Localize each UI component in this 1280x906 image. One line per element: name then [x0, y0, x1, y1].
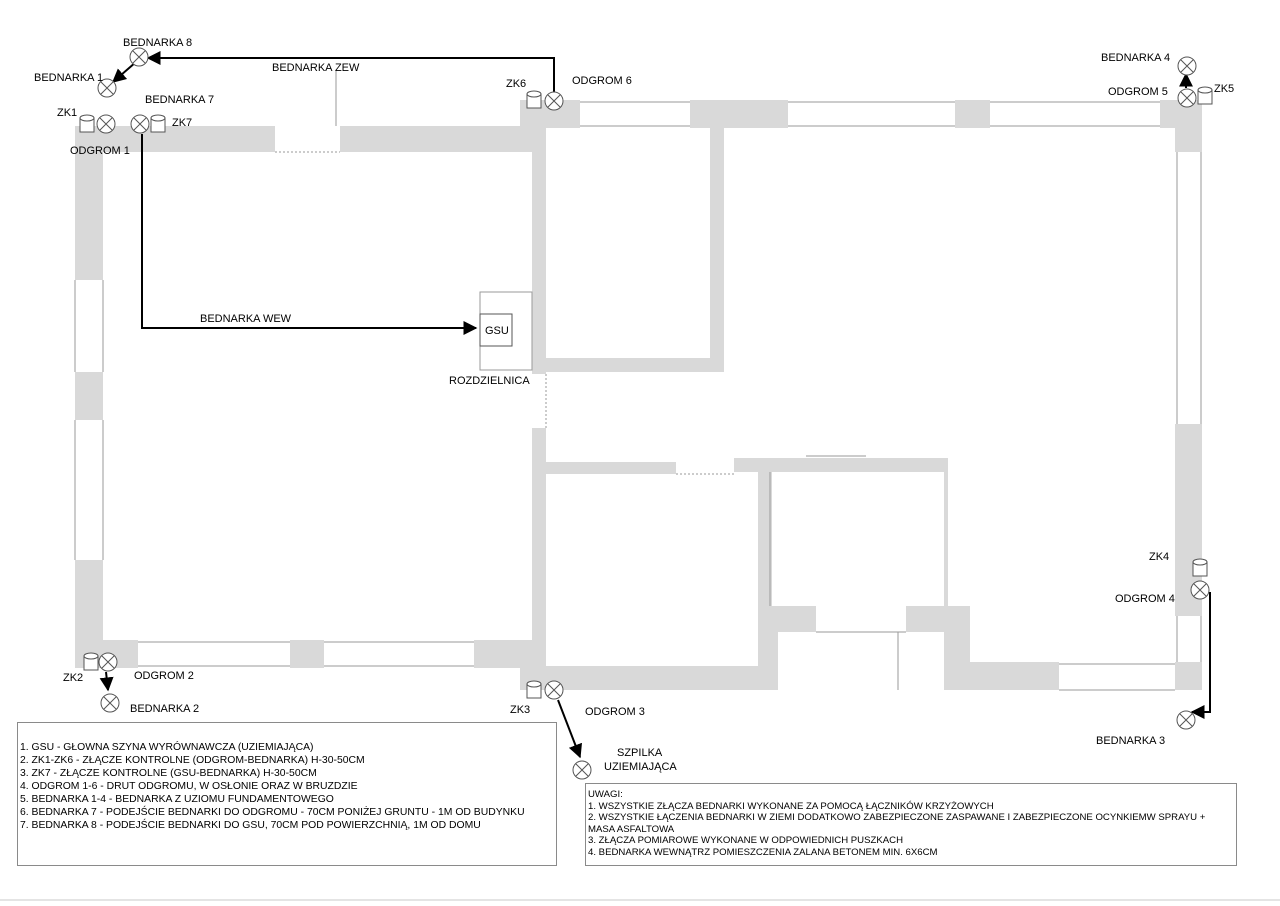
notes-item: 3. ZŁĄCZA POMIAROWE WYKONANE W ODPOWIEDNICH PUSZKACH — [588, 835, 904, 847]
wall — [290, 640, 324, 668]
label-zk2: ZK2 — [63, 672, 84, 684]
label-odgrom-3: ODGROM 3 — [585, 706, 645, 718]
label-odgrom-1: ODGROM 1 — [70, 145, 130, 157]
circle-x-icon — [97, 115, 115, 133]
legend-item: 4. ODGROM 1-6 - DRUT ODGROMU, W OSŁONIE ORAZ W BRUZDZIE — [20, 781, 358, 792]
wall — [75, 372, 103, 420]
legend-item: 3. ZK7 - ZŁĄCZE KONTROLNE (GSU-BEDNARKA) H-30-50CM — [20, 768, 317, 779]
wall — [532, 126, 546, 374]
label-zk6: ZK6 — [506, 78, 527, 90]
cylinder-icon — [84, 653, 98, 670]
szpilka-line — [558, 700, 580, 757]
circle-x-icon — [131, 115, 149, 133]
circle-x-icon — [1178, 57, 1196, 75]
wall — [340, 126, 546, 152]
circle-x-icon — [1177, 711, 1195, 729]
label-odgrom-6: ODGROM 6 — [572, 75, 632, 87]
notes-title: UWAGI: — [588, 789, 623, 800]
circle-x-icon — [101, 694, 119, 712]
label-szpilka-line1: SZPILKA — [617, 747, 663, 759]
cylinder-icon — [1198, 87, 1212, 104]
cylinder-icon — [1193, 559, 1207, 576]
label-bednarka-3: BEDNARKA 3 — [1096, 735, 1166, 747]
wall — [532, 428, 546, 690]
circle-x-icon — [1191, 581, 1209, 599]
label-bednarka-7: BEDNARKA 7 — [145, 94, 215, 106]
circle-x-icon — [545, 681, 563, 699]
wall — [570, 100, 580, 128]
label-bednarka-zew: BEDNARKA ZEW — [272, 62, 360, 74]
wall — [1175, 662, 1202, 690]
circle-x-icon — [99, 653, 117, 671]
label-bednarka-4: BEDNARKA 4 — [1101, 52, 1171, 64]
wall — [546, 462, 676, 474]
circle-x-icon — [573, 761, 591, 779]
label-zk4: ZK4 — [1149, 551, 1170, 563]
label-odgrom-5: ODGROM 5 — [1108, 86, 1168, 98]
legend-item: 5. BEDNARKA 1-4 - BEDNARKA Z UZIOMU FUNDAMENTOWEGO — [20, 794, 334, 805]
legend-box — [17, 722, 557, 866]
notes-box — [585, 783, 1237, 866]
wall — [944, 662, 1059, 690]
label-odgrom-2: ODGROM 2 — [134, 670, 194, 682]
label-odgrom-4: ODGROM 4 — [1115, 593, 1175, 605]
distribution-board — [480, 292, 532, 370]
legend-item: 6. BEDNARKA 7 - PODEJŚCIE BEDNARKI DO ODGROMU - 70CM PONIŻEJ GRUNTU - 1M OD BUDYNKU — [20, 807, 525, 818]
label-bednarka-wew: BEDNARKA WEW — [200, 313, 292, 325]
legend-item: 7. BEDNARKA 8 - PODEJŚCIE BEDNARKI DO GSU, 70CM POD POWIERZCHNIĄ, 1M OD DOMU — [20, 820, 481, 831]
bednarka-2-line — [106, 672, 108, 690]
legend-item: 1. GSU - GŁOWNA SZYNA WYRÓWNAWCZA (UZIEMIAJĄCA) — [20, 742, 314, 753]
label-rozdzielnica: ROZDZIELNICA — [449, 375, 530, 387]
wall — [1175, 100, 1202, 152]
circle-x-icon — [545, 92, 563, 110]
conductor-lines — [106, 58, 1210, 757]
wall — [734, 458, 948, 472]
wall — [955, 100, 990, 128]
cylinder-icon — [80, 115, 94, 132]
legend-item: 2. ZK1-ZK6 - ZŁĄCZE KONTROLNE (ODGROM-BEDNARKA) H-30-50CM — [20, 755, 365, 766]
wall — [546, 358, 722, 372]
wall — [546, 666, 778, 690]
cylinder-icon — [151, 115, 165, 132]
cylinder-icon — [527, 681, 541, 698]
gsu-label: GSU — [485, 325, 509, 337]
notes-item: 4. BEDNARKA WEWNĄTRZ POMIESZCZENIA ZALANA BETONEM MIN. 6X6CM — [588, 846, 938, 858]
wall — [710, 126, 724, 372]
control-joints — [80, 87, 1212, 698]
label-bednarka-2: BEDNARKA 2 — [130, 703, 200, 715]
label-zk1: ZK1 — [57, 107, 78, 119]
circle-x-icon — [130, 48, 148, 66]
wall — [758, 632, 778, 690]
label-zk7: ZK7 — [172, 117, 193, 129]
bednarka-wew-line — [142, 134, 476, 328]
label-zk5: ZK5 — [1214, 83, 1235, 95]
walls — [75, 100, 1202, 690]
notes-item: 1. WSZYSTKIE ZŁĄCZA BEDNARKI WYKONANE ZA POMOCĄ ŁĄCZNIKÓW KRZYŻOWYCH — [588, 800, 994, 812]
cylinder-icon — [527, 91, 541, 108]
circle-x-icon — [1178, 89, 1196, 107]
notes-item: 2. WSZYSTKIE ŁĄCZENIA BEDNARKI W ZIEMI DODATKOWO ZABEZPIECZONE ZASPAWANE I ZABEZPIECZONE OCYNKIEMW SPRAYU + MASA ASFALTOWA — [588, 812, 1206, 835]
label-szpilka-line2: UZIEMIAJĄCA — [604, 761, 677, 773]
wall-outlines — [75, 70, 1201, 690]
wall — [758, 606, 816, 632]
label-bednarka-1: BEDNARKA 1 — [34, 72, 104, 84]
wall — [690, 100, 788, 128]
label-zk3: ZK3 — [510, 704, 531, 716]
label-bednarka-8: BEDNARKA 8 — [123, 37, 193, 49]
bednarka-8-to-1-line — [113, 62, 136, 82]
